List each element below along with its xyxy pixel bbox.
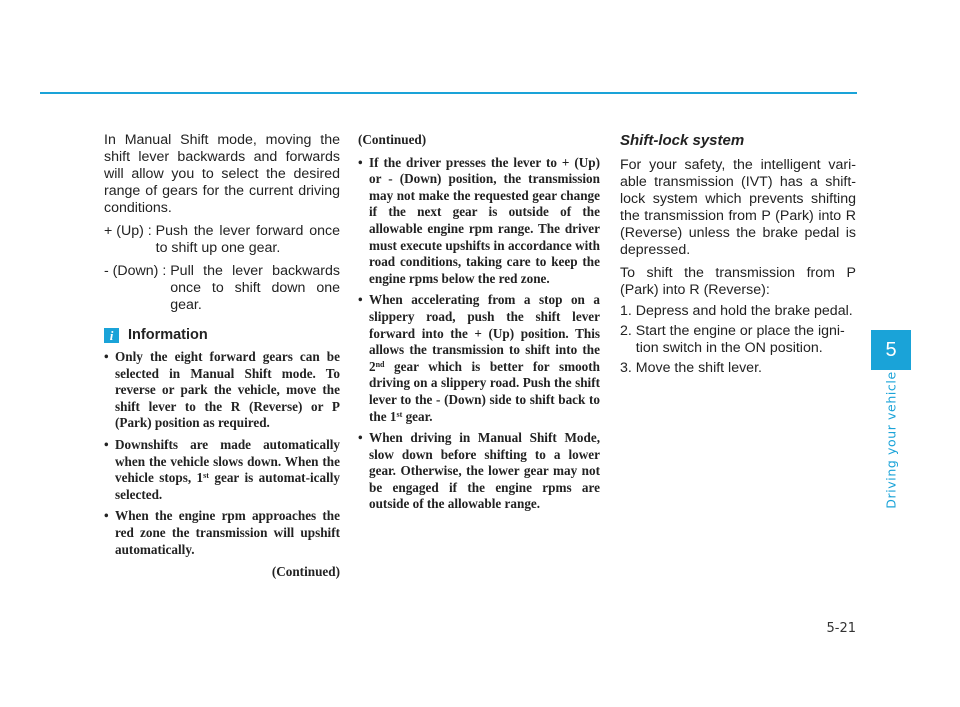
definition-up-desc: Push the lever forward once to shift up one gear. (155, 223, 340, 256)
information-title: Information (128, 327, 208, 343)
intro-paragraph: In Manual Shift mode, moving the shift lever backwards and forwards will allow you to select the desired range of gears for the current driving conditions. (104, 132, 340, 216)
continued-label: (Continued) (358, 132, 427, 147)
list-item: • Only the eight forward gears can be selected in Manual Shift mode. To reverse or park the vehicle, move the shift lever to the R (Reverse) or P (Park) position as required. (104, 349, 340, 432)
continued-label: (Continued) (271, 564, 340, 580)
shift-lock-paragraph: For your safety, the intelligent vari-able transmission (IVT) has a shift-lock system which prevents shifting the transmission from P (Park) into R (Reverse) unless the brake pedal is depressed. (620, 157, 856, 258)
list-item: 2. Start the engine or place the igni-tion switch in the ON position. (620, 323, 845, 356)
information-list-continued (358, 155, 600, 513)
list-item: • When driving in Manual Shift Mode, slow down before shifting to a lower gear. Otherwise, the lower gear may not be engaged if the engine rpms are outside of the allowable range. (358, 430, 600, 513)
definition-up-term: + (Up) : (104, 223, 156, 239)
list-item: • Downshifts are made automatically when the vehicle slows down. When the vehicle stops, 1st gear is automat-ically selected. (104, 437, 340, 503)
page-number: 5-21 (826, 621, 856, 636)
list-item: • If the driver presses the lever to + (Up) or - (Down) position, the transmission may not make the requested gear change if the next gear is outside of the allowable engine rpm range. The driver must execute upshifts in accordance with road conditions, taking care to keep the engine rpms below the red zone. (358, 155, 600, 288)
section-title: Shift-lock system (620, 132, 745, 149)
shift-instruction-paragraph: To shift the transmission from P (Park) into R (Reverse): (620, 265, 856, 298)
definition-down-term: - (Down) : (104, 263, 171, 279)
list-item: 3. Move the shift lever. (620, 360, 762, 376)
information-list (104, 349, 340, 558)
steps-list (620, 303, 856, 377)
list-item: 1. Depress and hold the brake pedal. (620, 303, 853, 319)
column-middle (358, 132, 600, 518)
info-icon: i (104, 328, 119, 343)
header-rule (40, 92, 857, 94)
list-item: • When the engine rpm approaches the red zone the transmission will upshift automatically. (104, 508, 340, 558)
definition-down-desc: Pull the lever backwards once to shift down one gear. (170, 263, 340, 313)
information-heading (104, 327, 340, 343)
chapter-number-tab: 5 (871, 330, 911, 370)
definition-up (104, 223, 340, 257)
chapter-title: Driving your vehicle (883, 371, 899, 509)
column-left (104, 132, 340, 581)
list-item: • When accelerating from a stop on a slippery road, push the shift lever forward into the + (Up) position. This allows the transmission to shift into the 2nd gear which is better for smooth driving on a slippery road. Push the shift lever to the - (Down) side to shift back to the 1st gear. (358, 292, 600, 425)
column-right (620, 132, 856, 380)
definition-down (104, 263, 340, 314)
